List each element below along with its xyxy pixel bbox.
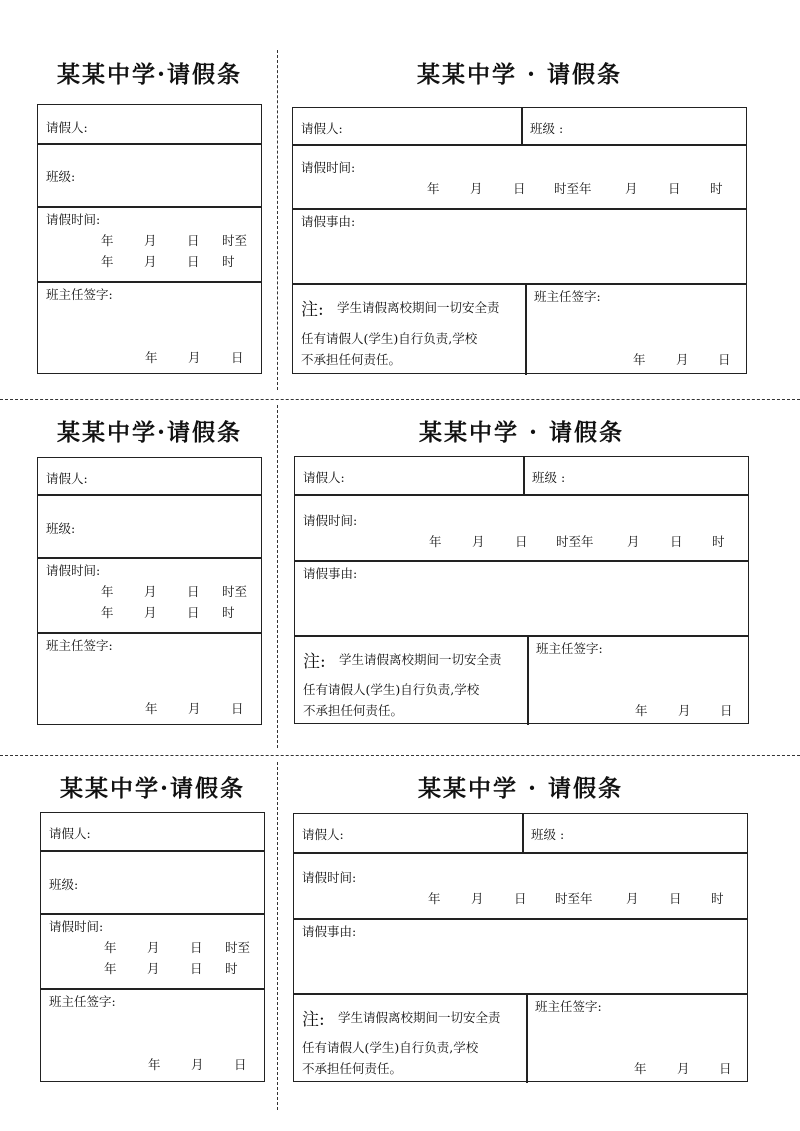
month-label: 月	[676, 352, 689, 367]
teacher-signature-label: 班主任签字:	[534, 289, 601, 304]
day-label: 日	[187, 584, 200, 599]
divider	[38, 143, 261, 145]
divider	[295, 560, 748, 562]
divider	[295, 494, 748, 496]
stub-form	[37, 457, 262, 725]
year-label: 年	[633, 352, 646, 367]
year-label: 年	[101, 233, 114, 248]
requester-label: 请假人:	[46, 471, 88, 486]
slip-title: 某某中学 · 请假条	[418, 419, 625, 446]
class-label: 班级:	[49, 877, 79, 892]
stub-title: 某某中学·请假条	[59, 775, 245, 802]
divider	[38, 632, 261, 634]
month-label: 月	[188, 350, 201, 365]
note-text-line2: 任有请假人(学生)自行负责,学校	[301, 331, 478, 346]
divider	[41, 913, 264, 915]
teacher-signature-label: 班主任签字:	[46, 638, 113, 653]
year-label: 年	[145, 350, 158, 365]
note-text-line1: 学生请假离校期间一切安全责	[337, 300, 500, 315]
day-label: 日	[513, 181, 526, 196]
divider	[38, 557, 261, 559]
note-text-line3: 不承担任何责任。	[303, 703, 404, 718]
class-label: 班级 :	[530, 121, 564, 136]
stub-title: 某某中学·请假条	[56, 61, 242, 88]
day-label: 日	[234, 1057, 247, 1072]
hour-label: 时	[225, 961, 238, 976]
class-label: 班级 :	[531, 827, 565, 842]
day-label: 日	[718, 352, 731, 367]
reason-label: 请假事由:	[302, 924, 357, 939]
reason-label: 请假事由:	[301, 214, 356, 229]
divider	[523, 457, 525, 494]
year-label: 年	[101, 584, 114, 599]
note-mark: 注:	[303, 652, 326, 672]
hour-label: 时	[222, 254, 235, 269]
year-label: 年	[104, 961, 117, 976]
month-label: 月	[472, 534, 485, 549]
slip-title: 某某中学 · 请假条	[416, 61, 623, 88]
day-label: 日	[720, 703, 733, 718]
stub-form	[40, 812, 265, 1082]
stub-title: 某某中学·请假条	[56, 419, 242, 446]
day-label: 日	[187, 233, 200, 248]
month-label: 月	[678, 703, 691, 718]
day-label: 日	[187, 605, 200, 620]
time-label: 请假时间:	[301, 160, 356, 175]
slip-form	[294, 456, 749, 724]
note-text-line3: 不承担任何责任。	[302, 1061, 403, 1076]
year-label: 年	[634, 1061, 647, 1076]
note-mark: 注:	[302, 1010, 325, 1030]
divider	[294, 852, 747, 854]
month-label: 月	[677, 1061, 690, 1076]
stub-form	[37, 104, 262, 374]
teacher-signature-label: 班主任签字:	[46, 287, 113, 302]
day-label: 日	[668, 181, 681, 196]
year-label: 年	[148, 1057, 161, 1072]
divider	[522, 814, 524, 852]
time-label: 请假时间:	[303, 513, 358, 528]
divider	[293, 208, 746, 210]
month-label: 月	[470, 181, 483, 196]
day-label: 日	[514, 891, 527, 906]
divider	[526, 993, 528, 1083]
divider	[41, 988, 264, 990]
hour-to-label: 时至年	[555, 891, 593, 906]
year-label: 年	[427, 181, 440, 196]
requester-label: 请假人:	[302, 827, 344, 842]
note-text-line2: 任有请假人(学生)自行负责,学校	[302, 1040, 479, 1055]
divider	[38, 281, 261, 283]
class-label: 班级 :	[532, 470, 566, 485]
hour-label: 时	[222, 605, 235, 620]
divider	[41, 850, 264, 852]
hour-label: 时	[711, 891, 724, 906]
month-label: 月	[626, 891, 639, 906]
month-label: 月	[144, 254, 157, 269]
month-label: 月	[188, 701, 201, 716]
teacher-signature-label: 班主任签字:	[536, 641, 603, 656]
day-label: 日	[187, 254, 200, 269]
requester-label: 请假人:	[46, 120, 88, 135]
note-text-line2: 任有请假人(学生)自行负责,学校	[303, 682, 480, 697]
year-label: 年	[429, 534, 442, 549]
slip-title: 某某中学 · 请假条	[417, 775, 624, 802]
day-label: 日	[670, 534, 683, 549]
day-label: 日	[190, 961, 203, 976]
time-label: 请假时间:	[302, 870, 357, 885]
month-label: 月	[191, 1057, 204, 1072]
note-text-line1: 学生请假离校期间一切安全责	[339, 652, 502, 667]
cut-line-vertical-3	[277, 762, 278, 1110]
year-label: 年	[428, 891, 441, 906]
divider	[527, 635, 529, 725]
requester-label: 请假人:	[301, 121, 343, 136]
cut-line-horizontal-2	[0, 755, 800, 756]
day-label: 日	[719, 1061, 732, 1076]
month-label: 月	[147, 940, 160, 955]
requester-label: 请假人:	[49, 826, 91, 841]
month-label: 月	[625, 181, 638, 196]
year-label: 年	[101, 605, 114, 620]
month-label: 月	[627, 534, 640, 549]
month-label: 月	[144, 233, 157, 248]
day-label: 日	[190, 940, 203, 955]
day-label: 日	[231, 350, 244, 365]
reason-label: 请假事由:	[303, 566, 358, 581]
hour-label: 时	[712, 534, 725, 549]
requester-label: 请假人:	[303, 470, 345, 485]
hour-to-label: 时至	[222, 584, 248, 599]
teacher-signature-label: 班主任签字:	[49, 994, 116, 1009]
cut-line-horizontal-1	[0, 399, 800, 400]
note-text-line1: 学生请假离校期间一切安全责	[338, 1010, 501, 1025]
divider	[293, 144, 746, 146]
note-text-line3: 不承担任何责任。	[301, 352, 402, 367]
hour-to-label: 时至	[225, 940, 251, 955]
divider	[295, 635, 748, 637]
month-label: 月	[144, 584, 157, 599]
year-label: 年	[101, 254, 114, 269]
day-label: 日	[515, 534, 528, 549]
note-mark: 注:	[301, 300, 324, 320]
divider	[293, 283, 746, 285]
month-label: 月	[147, 961, 160, 976]
time-label: 请假时间:	[46, 212, 101, 227]
year-label: 年	[104, 940, 117, 955]
divider	[525, 283, 527, 375]
divider	[38, 494, 261, 496]
slip-form	[293, 813, 748, 1082]
time-label: 请假时间:	[49, 919, 104, 934]
cut-line-vertical-2	[277, 405, 278, 748]
divider	[294, 918, 747, 920]
divider	[294, 993, 747, 995]
class-label: 班级:	[46, 521, 76, 536]
time-label: 请假时间:	[46, 563, 101, 578]
hour-label: 时	[710, 181, 723, 196]
teacher-signature-label: 班主任签字:	[535, 999, 602, 1014]
month-label: 月	[471, 891, 484, 906]
hour-to-label: 时至年	[554, 181, 592, 196]
hour-to-label: 时至年	[556, 534, 594, 549]
year-label: 年	[145, 701, 158, 716]
class-label: 班级:	[46, 169, 76, 184]
month-label: 月	[144, 605, 157, 620]
slip-form	[292, 107, 747, 374]
day-label: 日	[669, 891, 682, 906]
cut-line-vertical-1	[277, 50, 278, 390]
divider	[521, 108, 523, 144]
divider	[38, 206, 261, 208]
day-label: 日	[231, 701, 244, 716]
hour-to-label: 时至	[222, 233, 248, 248]
year-label: 年	[635, 703, 648, 718]
